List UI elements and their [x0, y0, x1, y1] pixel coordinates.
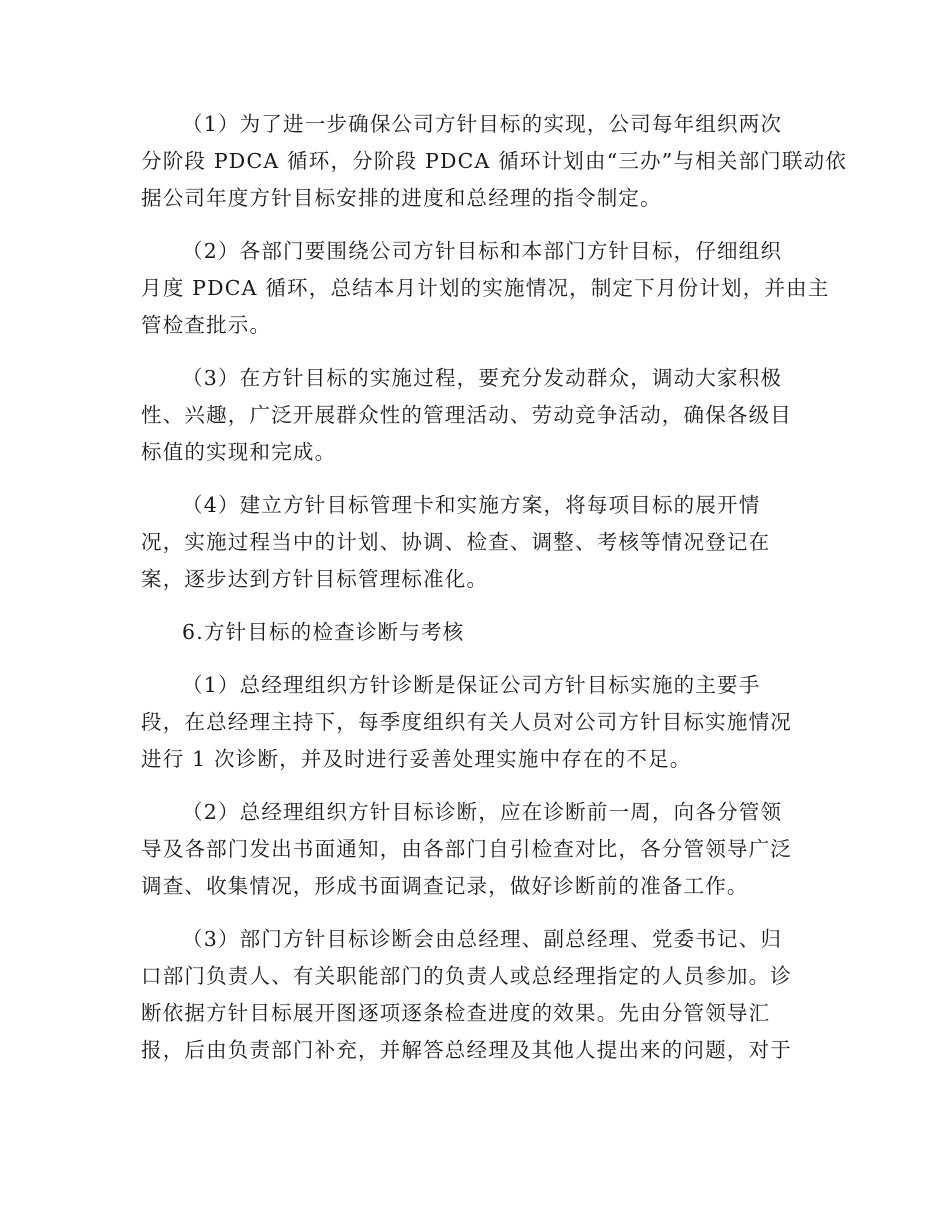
text-line: 标值的实现和完成。	[141, 440, 337, 464]
text-line: 进行 1 次诊断，并及时进行妥善处理实施中存在的不足。	[141, 747, 692, 771]
text-line: （1）为了进一步确保公司方针目标的实现，公司每年组织两次	[182, 112, 783, 136]
paragraph-plan-4	[141, 487, 813, 598]
paragraph-plan-1	[141, 106, 848, 217]
text-line: 据公司年度方针目标安排的进度和总经理的指令制定。	[141, 186, 662, 210]
document-body	[141, 106, 848, 1085]
text-line: 分阶段 PDCA 循环，分阶段 PDCA 循环计划由“三办”与相关部门联动依	[141, 149, 848, 173]
text-line: 管检查批示。	[141, 313, 272, 337]
text-line: （2）各部门要围绕公司方针目标和本部门方针目标，仔细组织	[182, 239, 783, 263]
text-line: 口部门负责人、有关职能部门的负责人或总经理指定的人员参加。诊	[141, 964, 792, 988]
text-line: 案，逐步达到方针目标管理标准化。	[141, 567, 489, 591]
text-line: 报，后由负责部门补充，并解答总经理及其他人提出来的问题，对于	[141, 1038, 792, 1062]
text-line: 月度 PDCA 循环，总结本月计划的实施情况，制定下月份计划，并由主	[141, 276, 830, 300]
section-heading-text: 6.方针目标的检查诊断与考核	[182, 620, 465, 644]
text-line: （4）建立方针目标管理卡和实施方案，将每项目标的展开情	[182, 493, 761, 517]
text-line: 导及各部门发出书面通知，由各部门自引检查对比，各分管领导广泛	[141, 837, 792, 861]
text-line: （1）总经理组织方针诊断是保证公司方针目标实施的主要手	[182, 673, 761, 697]
text-line: 断依据方针目标展开图逐项逐条检查进度的效果。先由分管领导汇	[141, 1001, 771, 1025]
paragraph-diagnosis-1	[141, 667, 813, 778]
text-line: （2）总经理组织方针目标诊断，应在诊断前一周，向各分管领	[182, 800, 783, 824]
text-line: 性、兴趣，广泛开展群众性的管理活动、劳动竞争活动，确保各级目	[141, 403, 792, 427]
text-line: 况，实施过程当中的计划、协调、检查、调整、考核等情况登记在	[141, 530, 771, 554]
text-line: 段，在总经理主持下，每季度组织有关人员对公司方针目标实施情况	[141, 710, 792, 734]
paragraph-plan-2	[141, 233, 830, 344]
section-heading	[141, 614, 813, 651]
text-line: 调查、收集情况，形成书面调查记录，做好诊断前的准备工作。	[141, 874, 749, 898]
paragraph-diagnosis-3	[141, 921, 813, 1069]
text-line: （3）部门方针目标诊断会由总经理、副总经理、党委书记、归	[182, 927, 783, 951]
text-line: （3）在方针目标的实施过程，要充分发动群众，调动大家积极	[182, 366, 783, 390]
paragraph-diagnosis-2	[141, 794, 813, 905]
paragraph-plan-3	[141, 360, 813, 471]
